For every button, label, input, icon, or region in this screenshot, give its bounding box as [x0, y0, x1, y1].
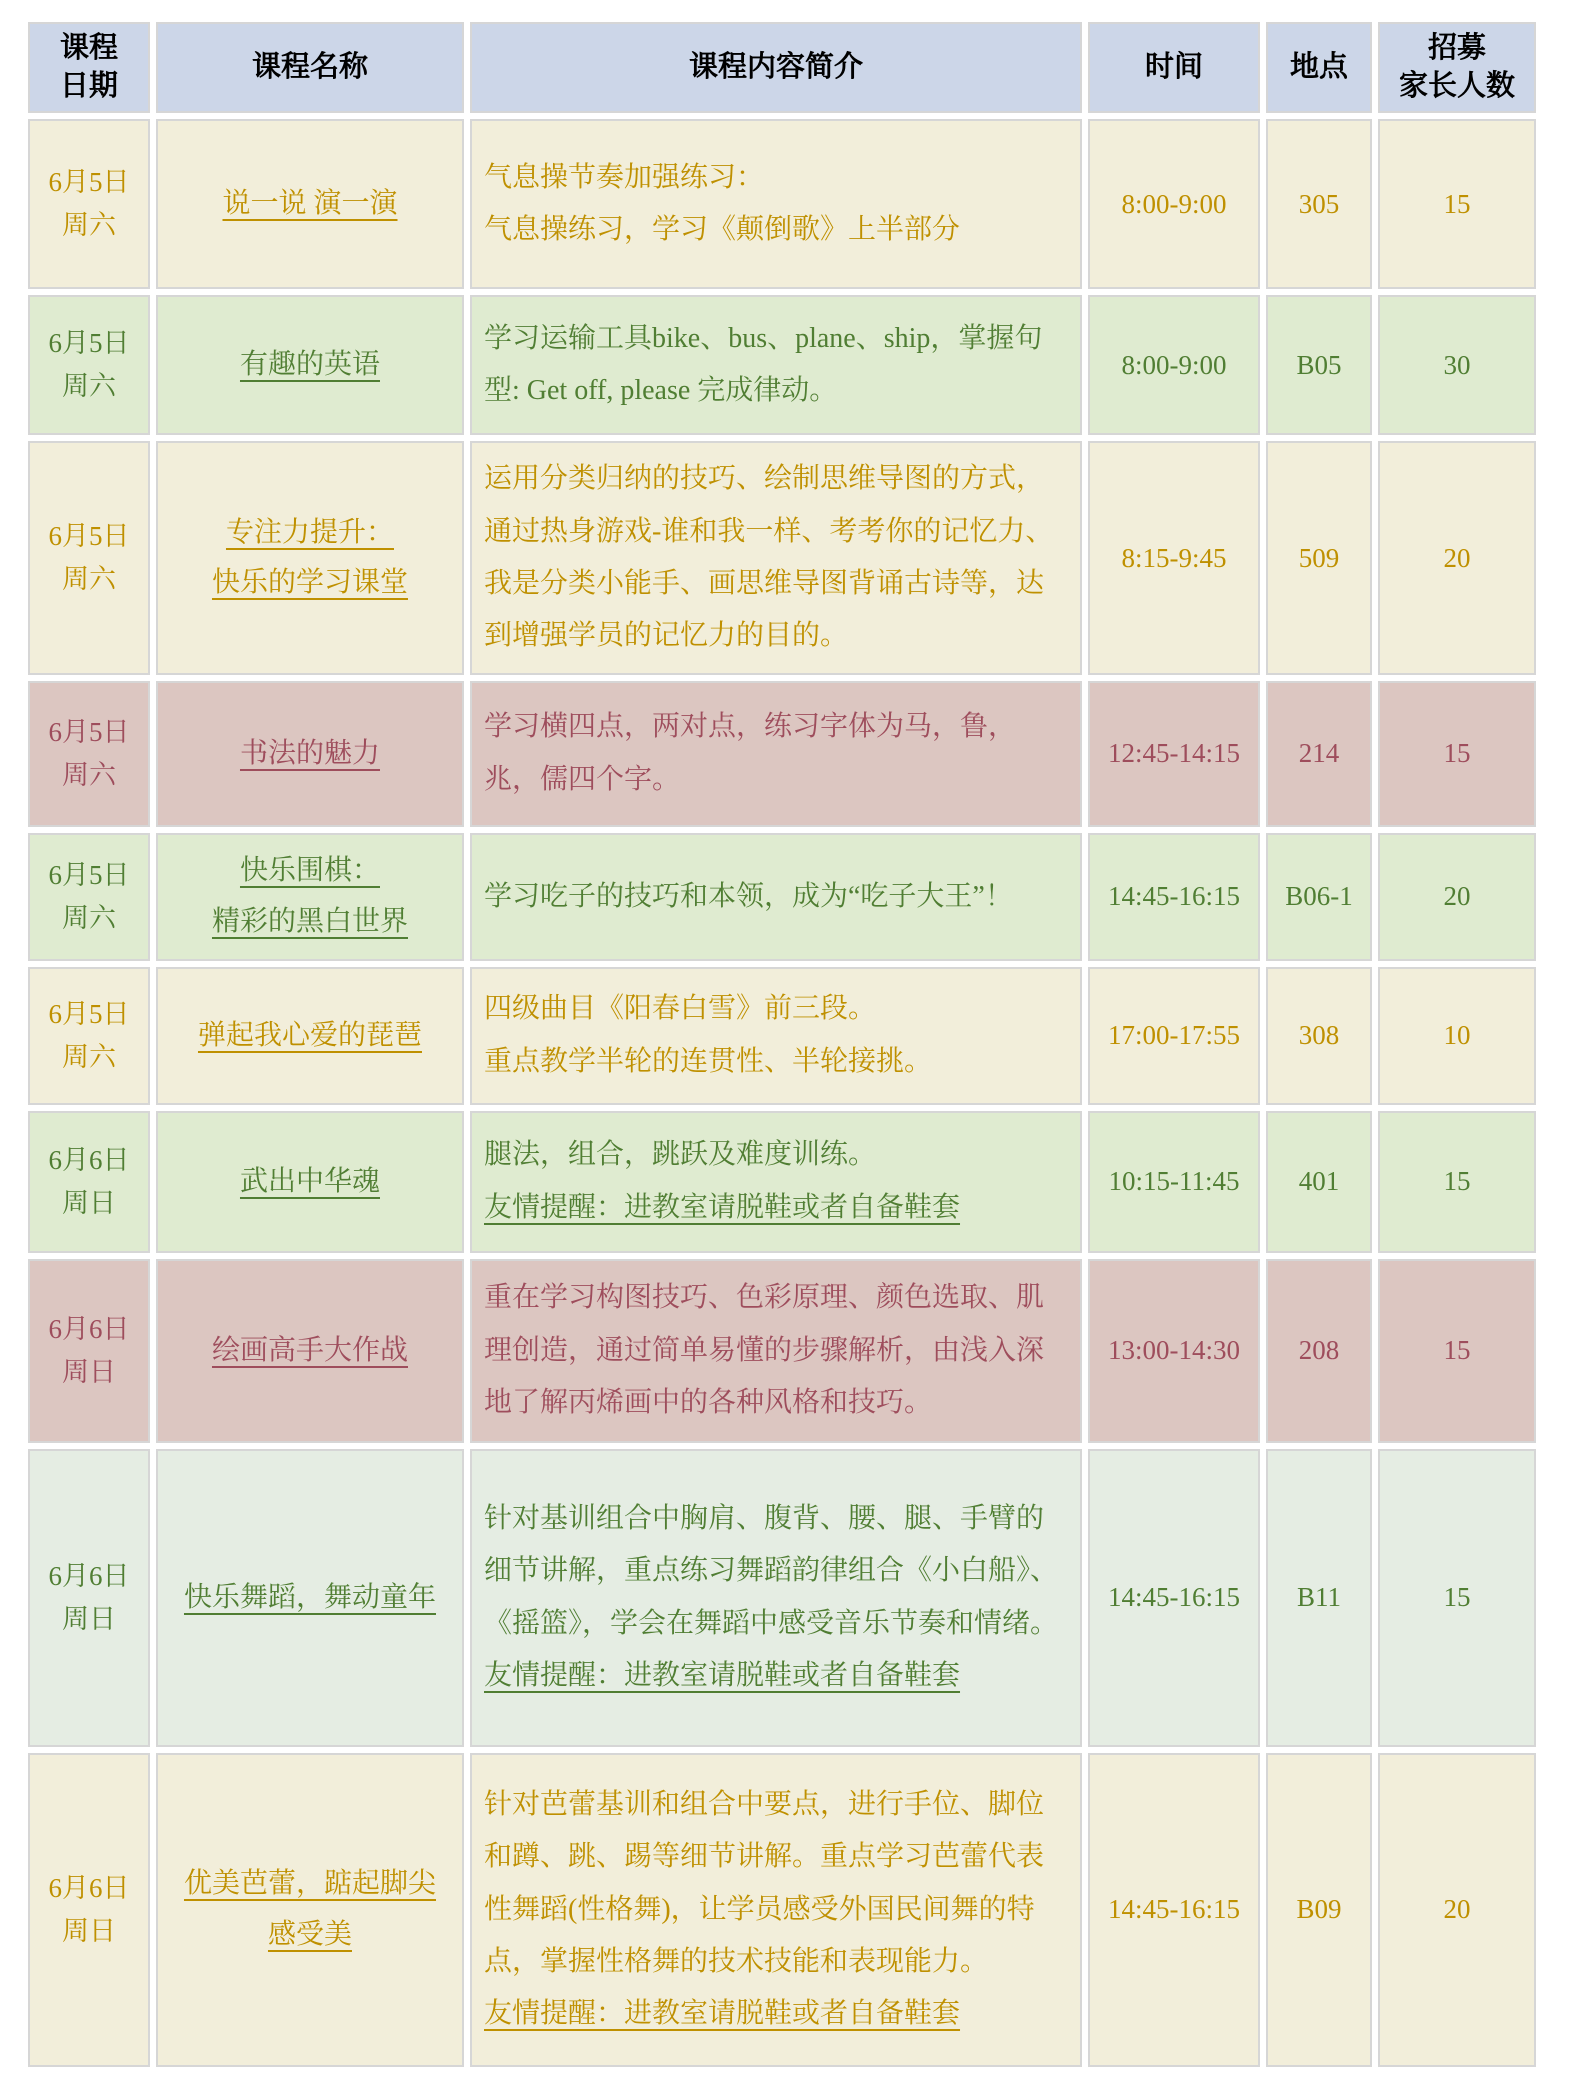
course-name-cell: [156, 833, 464, 961]
location-cell: B11: [1266, 1449, 1372, 1747]
column-header: [1378, 22, 1536, 113]
date-line: 周六: [62, 759, 116, 790]
content-paragraph: 学习运输工具bike、bus、plane、ship，掌握句型: Get off, please 完成律动。: [484, 323, 1043, 407]
time-cell: 8:00-9:00: [1088, 119, 1260, 289]
date-cell: [28, 1449, 150, 1747]
content-paragraph: 运用分类归纳的技巧、绘制思维导图的方式，通过热身游戏-谁和我一样、考考你的记忆力、我是分类小能手、画思维导图背诵古诗等，达到增强学员的记忆力的目的。: [484, 463, 1054, 652]
reminder-line: 友情提醒：进教室请脱鞋或者自备鞋套: [484, 1998, 961, 2030]
header-row: [28, 22, 1536, 113]
course-name-line: 说一说 演一演: [222, 188, 398, 220]
date-line: 6月6日: [48, 1313, 130, 1344]
content-cell: [470, 1449, 1082, 1747]
content-paragraph: 针对芭蕾基训和组合中要点，进行手位、脚位和蹲、跳、踢等细节讲解。重点学习芭蕾代表性舞蹈(性格舞)，让学员感受外国民间舞的特点，掌握性格舞的技术技能和表现能力。: [484, 1788, 1045, 1977]
recruit-count-cell: 15: [1378, 119, 1536, 289]
course-name-line: 快乐围棋：: [239, 855, 380, 887]
time-cell: 12:45-14:15: [1088, 681, 1260, 827]
time-cell: 10:15-11:45: [1088, 1111, 1260, 1253]
date-cell: [28, 833, 150, 961]
content-cell: [470, 1259, 1082, 1443]
date-line: 6月5日: [48, 520, 130, 551]
date-cell: [28, 295, 150, 435]
recruit-count-cell: 15: [1378, 1449, 1536, 1747]
content-paragraph: 气息操练习，学习《颠倒歌》上半部分: [484, 214, 961, 246]
location-cell: 305: [1266, 119, 1372, 289]
course-schedule-table: [22, 16, 1542, 2073]
date-line: 周日: [62, 1915, 116, 1946]
date-line: 6月6日: [48, 1144, 130, 1175]
course-name-line: 武出中华魂: [239, 1165, 380, 1197]
date-line: 周六: [62, 371, 116, 402]
recruit-count-cell: 15: [1378, 681, 1536, 827]
content-paragraph: 针对基训组合中胸肩、腹背、腰、腿、手臂的细节讲解，重点练习舞蹈韵律组合《小白船》、《摇篮》，学会在舞蹈中感受音乐节奏和情绪。: [484, 1503, 1059, 1639]
column-header: [1088, 22, 1260, 113]
column-header-line: 时间: [1144, 50, 1203, 83]
date-line: 周六: [62, 210, 116, 241]
table-row: [28, 833, 1536, 961]
course-name-cell: [156, 1259, 464, 1443]
table-row: [28, 295, 1536, 435]
date-cell: [28, 119, 150, 289]
column-header-line: 课程名称: [251, 50, 368, 83]
location-cell: 401: [1266, 1111, 1372, 1253]
course-name-cell: [156, 681, 464, 827]
course-name-line: 绘画高手大作战: [211, 1334, 408, 1366]
column-header-line: 课程: [59, 32, 118, 64]
content-cell: [470, 119, 1082, 289]
time-cell: 17:00-17:55: [1088, 967, 1260, 1105]
reminder-line: 友情提醒：进教室请脱鞋或者自备鞋套: [484, 1191, 961, 1223]
recruit-count-cell: 15: [1378, 1111, 1536, 1253]
location-cell: 214: [1266, 681, 1372, 827]
content-cell: [470, 441, 1082, 674]
content-cell: [470, 967, 1082, 1105]
date-line: 周六: [62, 902, 116, 933]
course-name-line: 快乐的学习课堂: [211, 567, 408, 599]
table-row: [28, 1259, 1536, 1443]
course-name-line: 专注力提升：: [225, 516, 394, 548]
location-cell: 308: [1266, 967, 1372, 1105]
course-name-line: 有趣的英语: [239, 349, 380, 381]
reminder-line: 友情提醒：进教室请脱鞋或者自备鞋套: [484, 1660, 961, 1692]
table-row: [28, 119, 1536, 289]
course-name-line: 弹起我心爱的琵琶: [197, 1019, 422, 1051]
table-row: [28, 1753, 1536, 2067]
table-row: [28, 967, 1536, 1105]
content-paragraph: 腿法，组合，跳跃及难度训练。: [484, 1139, 877, 1171]
course-name-line: 快乐舞蹈，舞动童年: [183, 1581, 436, 1613]
date-line: 6月5日: [48, 998, 130, 1029]
course-name-line: 感受美: [267, 1918, 352, 1950]
recruit-count-cell: 20: [1378, 1753, 1536, 2067]
location-cell: 208: [1266, 1259, 1372, 1443]
date-cell: [28, 441, 150, 674]
course-name-cell: [156, 295, 464, 435]
date-cell: [28, 967, 150, 1105]
column-header: [28, 22, 150, 113]
date-cell: [28, 681, 150, 827]
column-header: [470, 22, 1082, 113]
content-paragraph: 学习横四点，两对点，练习字体为马，鲁，兆，儒四个字。: [484, 711, 1017, 795]
column-header-line: 日期: [59, 69, 118, 102]
column-header-line: 家长人数: [1398, 69, 1515, 102]
recruit-count-cell: 30: [1378, 295, 1536, 435]
content-cell: [470, 833, 1082, 961]
course-name-line: 优美芭蕾，踮起脚尖: [183, 1868, 436, 1900]
course-name-cell: [156, 1449, 464, 1747]
column-header: [156, 22, 464, 113]
date-cell: [28, 1259, 150, 1443]
content-paragraph: 四级曲目《阳春白雪》前三段。: [484, 993, 877, 1025]
date-line: 周日: [62, 1603, 116, 1634]
location-cell: B05: [1266, 295, 1372, 435]
table-row: [28, 441, 1536, 674]
location-cell: B09: [1266, 1753, 1372, 2067]
recruit-count-cell: 20: [1378, 441, 1536, 674]
course-name-line: 精彩的黑白世界: [211, 905, 408, 937]
course-name-cell: [156, 119, 464, 289]
content-paragraph: 学习吃子的技巧和本领，成为“吃子大王”！: [484, 880, 1013, 912]
time-cell: 8:15-9:45: [1088, 441, 1260, 674]
date-line: 6月5日: [48, 328, 130, 359]
course-name-cell: [156, 441, 464, 674]
column-header: [1266, 22, 1372, 113]
table-row: [28, 1111, 1536, 1253]
time-cell: 8:00-9:00: [1088, 295, 1260, 435]
course-name-cell: [156, 1111, 464, 1253]
date-cell: [28, 1111, 150, 1253]
recruit-count-cell: 20: [1378, 833, 1536, 961]
course-name-cell: [156, 967, 464, 1105]
recruit-count-cell: 10: [1378, 967, 1536, 1105]
content-cell: [470, 1111, 1082, 1253]
content-cell: [470, 681, 1082, 827]
column-header-line: 地点: [1289, 50, 1348, 83]
course-name-cell: [156, 1753, 464, 2067]
time-cell: 14:45-16:15: [1088, 1753, 1260, 2067]
table-row: [28, 681, 1536, 827]
table-row: [28, 1449, 1536, 1747]
content-paragraph: 气息操节奏加强练习：: [484, 162, 765, 194]
table-body: [28, 119, 1536, 2066]
course-name-line: 书法的魅力: [239, 737, 380, 769]
location-cell: B06-1: [1266, 833, 1372, 961]
time-cell: 14:45-16:15: [1088, 1449, 1260, 1747]
date-line: 周日: [62, 1187, 116, 1218]
recruit-count-cell: 15: [1378, 1259, 1536, 1443]
location-cell: 509: [1266, 441, 1372, 674]
content-cell: [470, 1753, 1082, 2067]
date-line: 6月6日: [48, 1872, 130, 1903]
date-line: 周日: [62, 1356, 116, 1387]
content-paragraph: 重在学习构图技巧、色彩原理、颜色选取、肌理创造，通过简单易懂的步骤解析，由浅入深地了解丙烯画中的各种风格和技巧。: [484, 1282, 1045, 1418]
column-header-line: 课程内容简介: [688, 50, 863, 83]
date-line: 周六: [62, 1041, 116, 1072]
date-line: 6月5日: [48, 167, 130, 198]
time-cell: 13:00-14:30: [1088, 1259, 1260, 1443]
content-paragraph: 重点教学半轮的连贯性、半轮接挑。: [484, 1045, 933, 1077]
content-cell: [470, 295, 1082, 435]
time-cell: 14:45-16:15: [1088, 833, 1260, 961]
date-line: 6月5日: [48, 859, 130, 890]
date-line: 周六: [62, 564, 116, 595]
table-header-row: [28, 22, 1536, 113]
column-header-line: 招募: [1427, 32, 1486, 64]
date-line: 6月6日: [48, 1560, 130, 1591]
date-cell: [28, 1753, 150, 2067]
date-line: 6月5日: [48, 716, 130, 747]
